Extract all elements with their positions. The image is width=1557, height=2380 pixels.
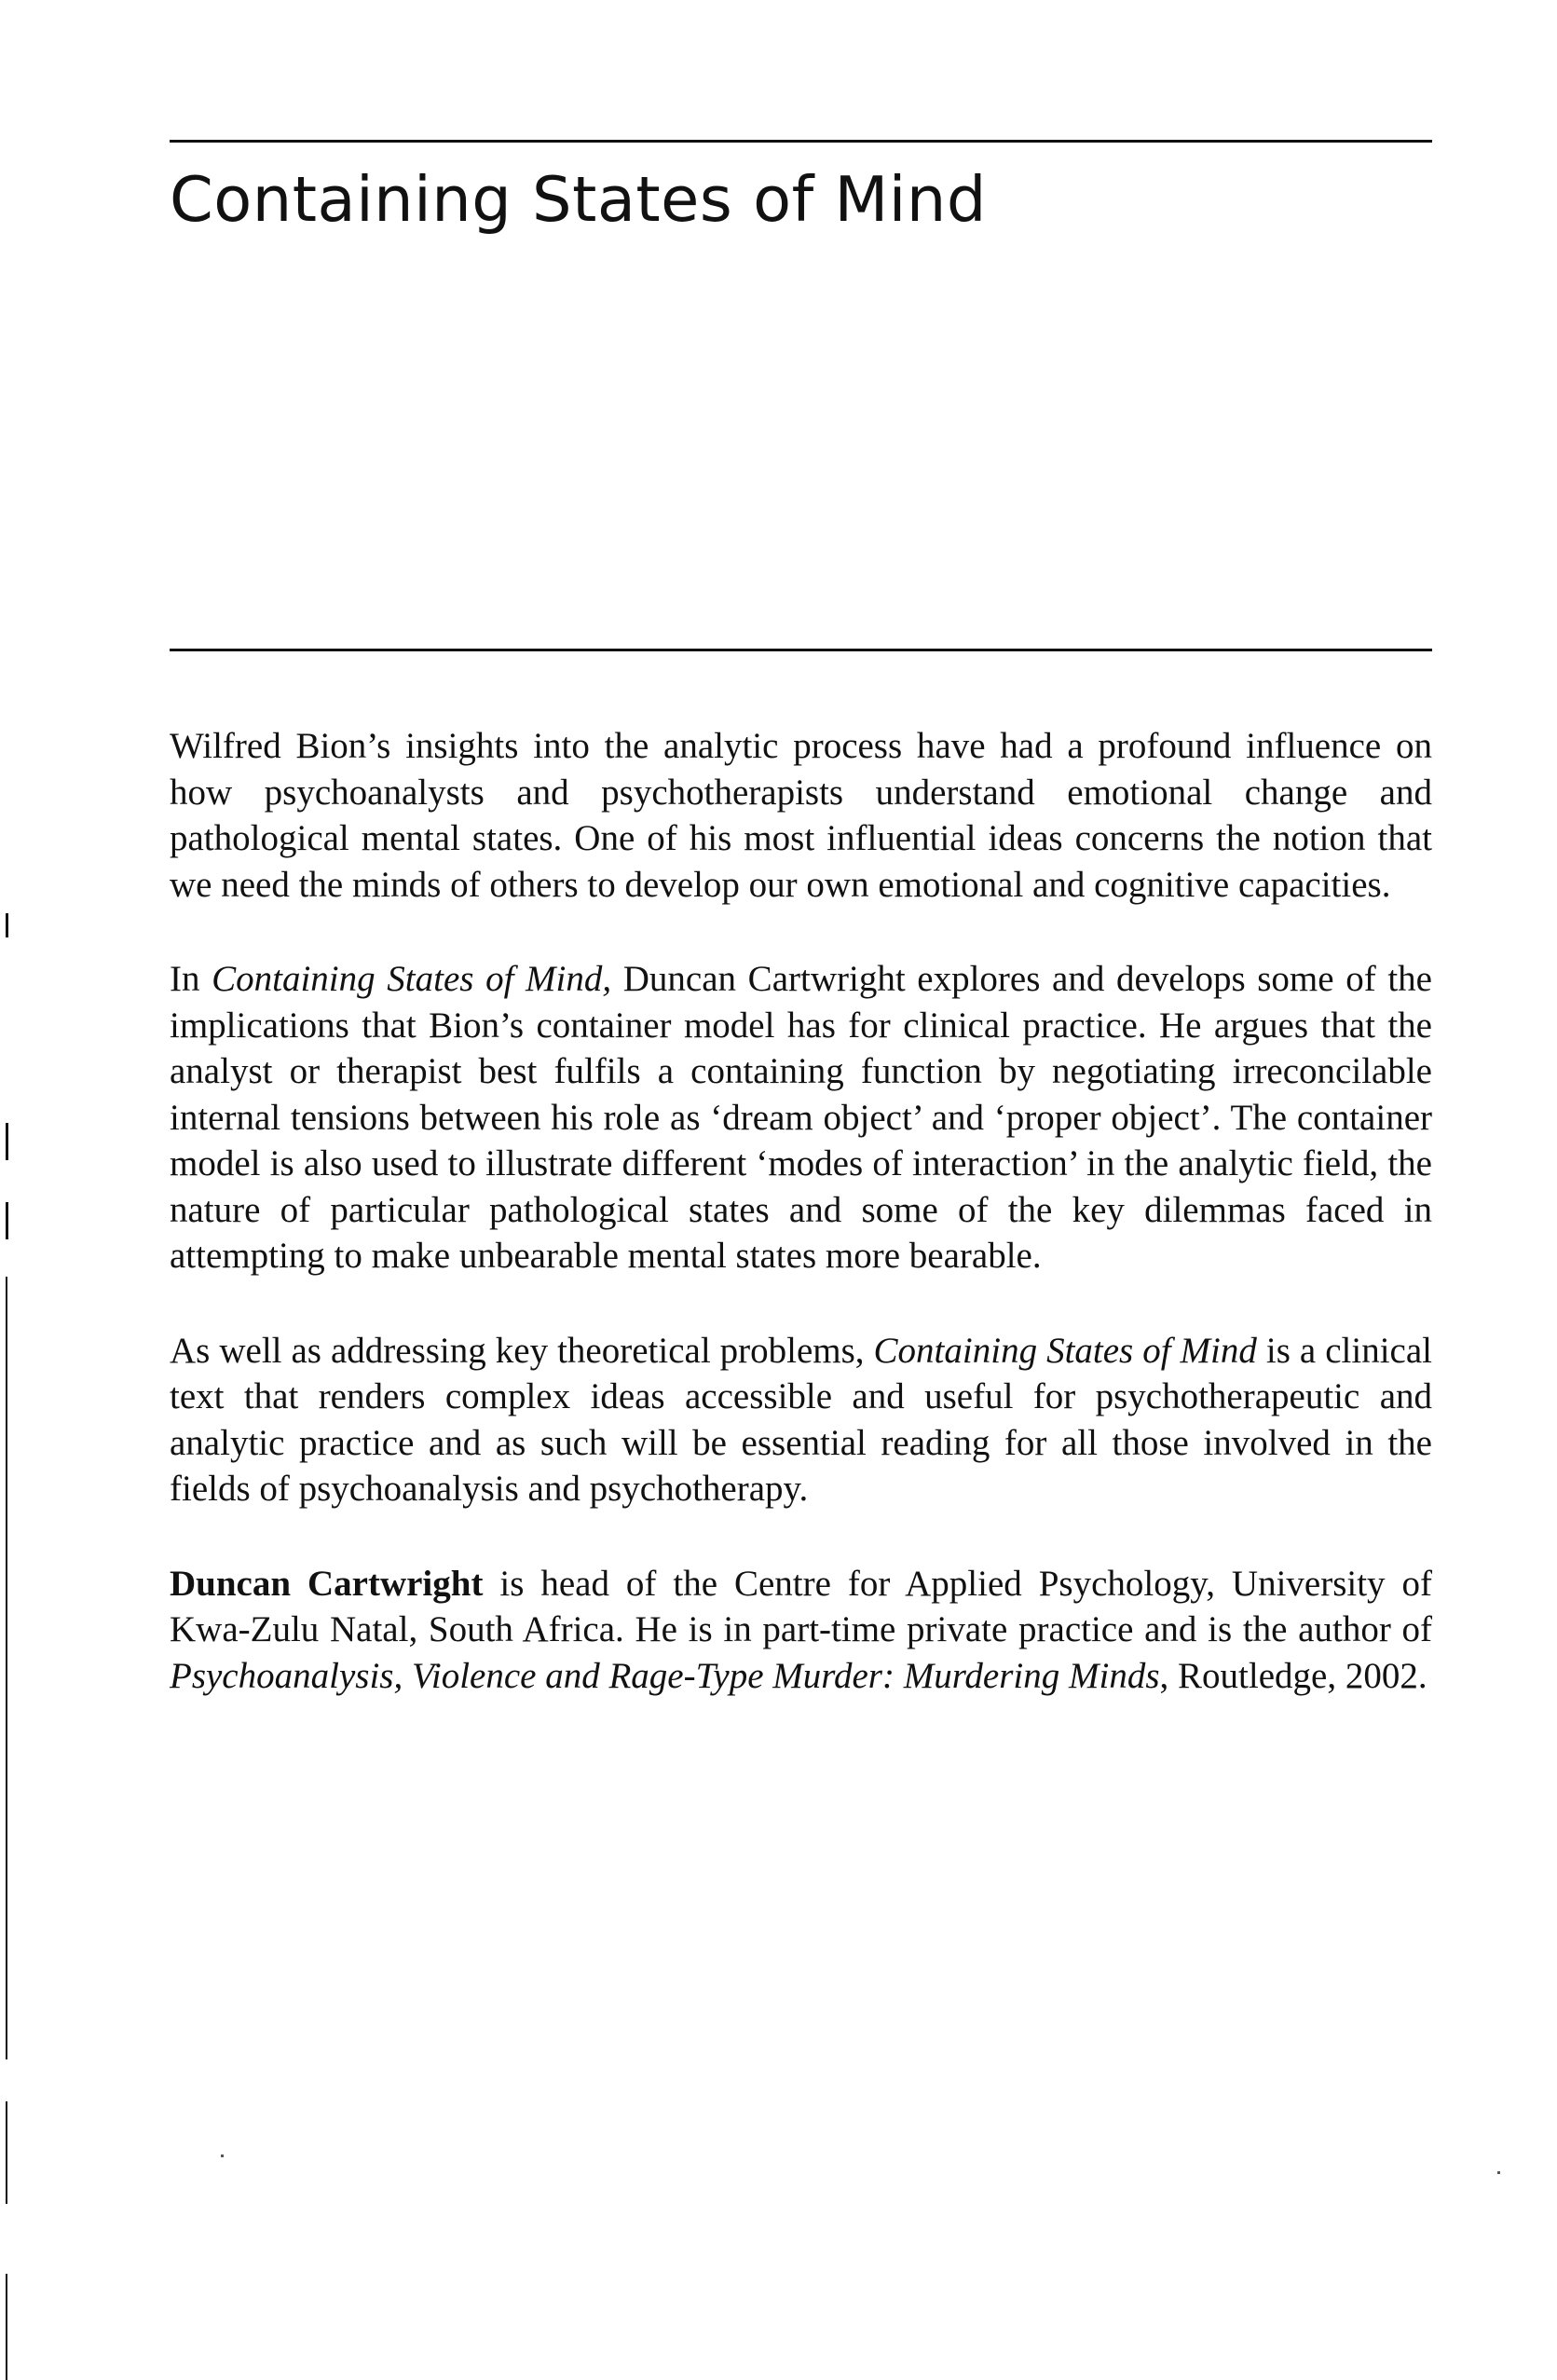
section-rule xyxy=(170,649,1432,651)
description-lead: In xyxy=(170,959,212,999)
book-title-reference: Containing States of Mind xyxy=(873,1330,1257,1371)
scan-edge-mark xyxy=(6,913,8,937)
scan-edge-mark xyxy=(6,1123,8,1160)
author-bio-end: , Routledge, 2002. xyxy=(1159,1655,1427,1696)
author-bio-text: is head of the Centre for Applied Psychology, University of Kwa-Zulu Natal, South Africa. He is in part-time private practice and is the author of xyxy=(170,1563,1432,1649)
blurb-body xyxy=(170,723,1432,1699)
author-name: Duncan Cartwright xyxy=(170,1563,484,1604)
paragraph-author-bio xyxy=(170,1561,1432,1700)
audience-text: is a clinical text that renders complex ideas accessible and useful for psychotherapeutic and analytic practice and as such will be essential reading for all those involved in the fields of psychoanalysis and psychotherapy. xyxy=(170,1330,1432,1509)
book-title: Containing States of Mind xyxy=(170,163,987,236)
audience-lead: As well as addressing key theoretical problems, xyxy=(170,1330,874,1371)
top-rule xyxy=(170,140,1432,143)
scan-edge-mark xyxy=(6,1277,7,2059)
book-title-reference: Containing States of Mind, xyxy=(212,959,612,999)
paragraph-intro xyxy=(170,723,1432,908)
previous-book-title: Psychoanalysis, Violence and Rage-Type Murder: Murdering Minds xyxy=(170,1655,1160,1696)
scan-speck xyxy=(1497,2171,1500,2174)
description-text: Duncan Cartwright explores and develops some of the implications that Bion’s container model has for clinical practice. He argues that the analyst or therapist best fulfils a containing function by negotiating irreconcilable internal tensions between his role as ‘dream object’ and ‘proper object’. The container model is also used to illustrate different ‘modes of interaction’ in the analytic field, the nature of particular pathological states and some of the key dilemmas faced in attempting to make unbearable mental states more bearable. xyxy=(170,959,1432,1276)
scan-speck xyxy=(221,2154,224,2157)
scan-edge-mark xyxy=(6,2101,7,2204)
scan-edge-mark xyxy=(6,1202,8,1239)
scan-edge-mark xyxy=(6,2274,7,2380)
intro-text: Wilfred Bion’s insights into the analytic process have had a profound influence on how psychoanalysts and psychotherapists understand emotional change and pathological mental states. One of his most influential ideas concerns the notion that we need the minds of others to develop our own emotional and cognitive capacities. xyxy=(170,726,1432,905)
paragraph-description xyxy=(170,956,1432,1279)
paragraph-audience xyxy=(170,1328,1432,1512)
